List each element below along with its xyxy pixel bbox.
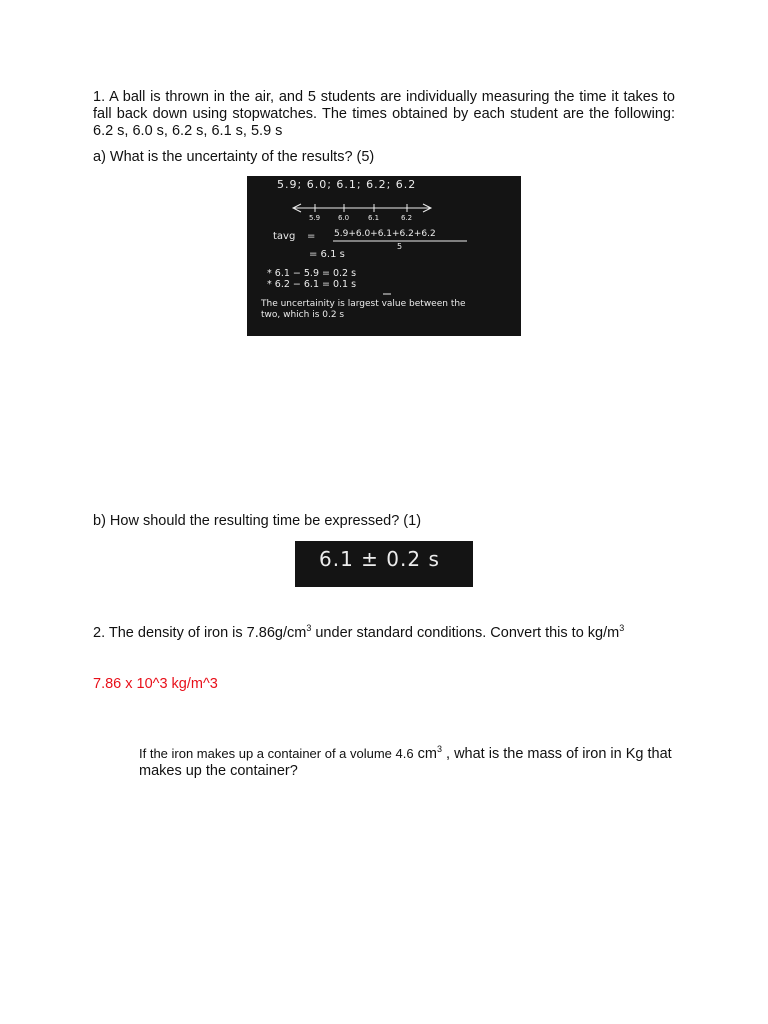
handwritten-answer-expression <box>295 541 473 587</box>
difference-1: * 6.1 − 5.9 = 0.2 s <box>267 268 357 279</box>
tick-label: 5.9 <box>309 214 321 222</box>
conclusion-line-2: two, which is 0.2 s <box>261 310 345 320</box>
average-result: = 6.1 s <box>309 249 345 260</box>
tick-label: 6.1 <box>368 214 380 222</box>
superscript: 3 <box>306 623 312 633</box>
question-1b: b) How should the resulting time be expressed? (1) <box>93 513 422 529</box>
handwritten-work-uncertainty <box>247 176 521 336</box>
question-3-text: If the iron makes up a container of a volume 4.6 <box>139 746 414 761</box>
expressed-time: 6.1 ± 0.2 s <box>319 547 440 571</box>
tick-label: 6.0 <box>338 214 350 222</box>
tick-label: 6.2 <box>401 214 413 222</box>
equals-sign: = <box>307 231 316 242</box>
conclusion-line-1: The uncertainity is largest value between the <box>261 299 466 309</box>
question-2-text: 2. The density of iron is 7.86g/cm <box>93 625 307 641</box>
question-2-text: under standard conditions. Convert this to kg/m <box>311 625 620 641</box>
question-1: 1. A ball is thrown in the air, and 5 students are individually measuring the time it takes to fall back down using stopwatches. The times obtained by each student are the following: 6.2 s, 6.0 s, 6.2 s, 6.1 s, 5.9 s <box>93 89 675 139</box>
question-1a: a) What is the uncertainty of the results? (5) <box>93 149 375 165</box>
answer-2: 7.86 x 10^3 kg/m^3 <box>93 676 218 692</box>
question-3 <box>139 745 679 780</box>
question-2 <box>93 625 624 642</box>
average-numerator: 5.9+6.0+6.1+6.2+6.2 <box>334 229 436 239</box>
superscript: 3 <box>436 744 442 754</box>
average-denominator: 5 <box>397 242 403 251</box>
difference-2: * 6.2 − 6.1 = 0.1 s <box>267 279 357 290</box>
question-3-unit: cm <box>413 746 437 762</box>
values-list: 5.9; 6.0; 6.1; 6.2; 6.2 <box>277 178 417 191</box>
question-3-text: , what is the mass of iron in Kg that makes up the container? <box>139 746 672 779</box>
superscript: 3 <box>619 623 625 633</box>
tavg-label: tavg <box>273 231 296 242</box>
